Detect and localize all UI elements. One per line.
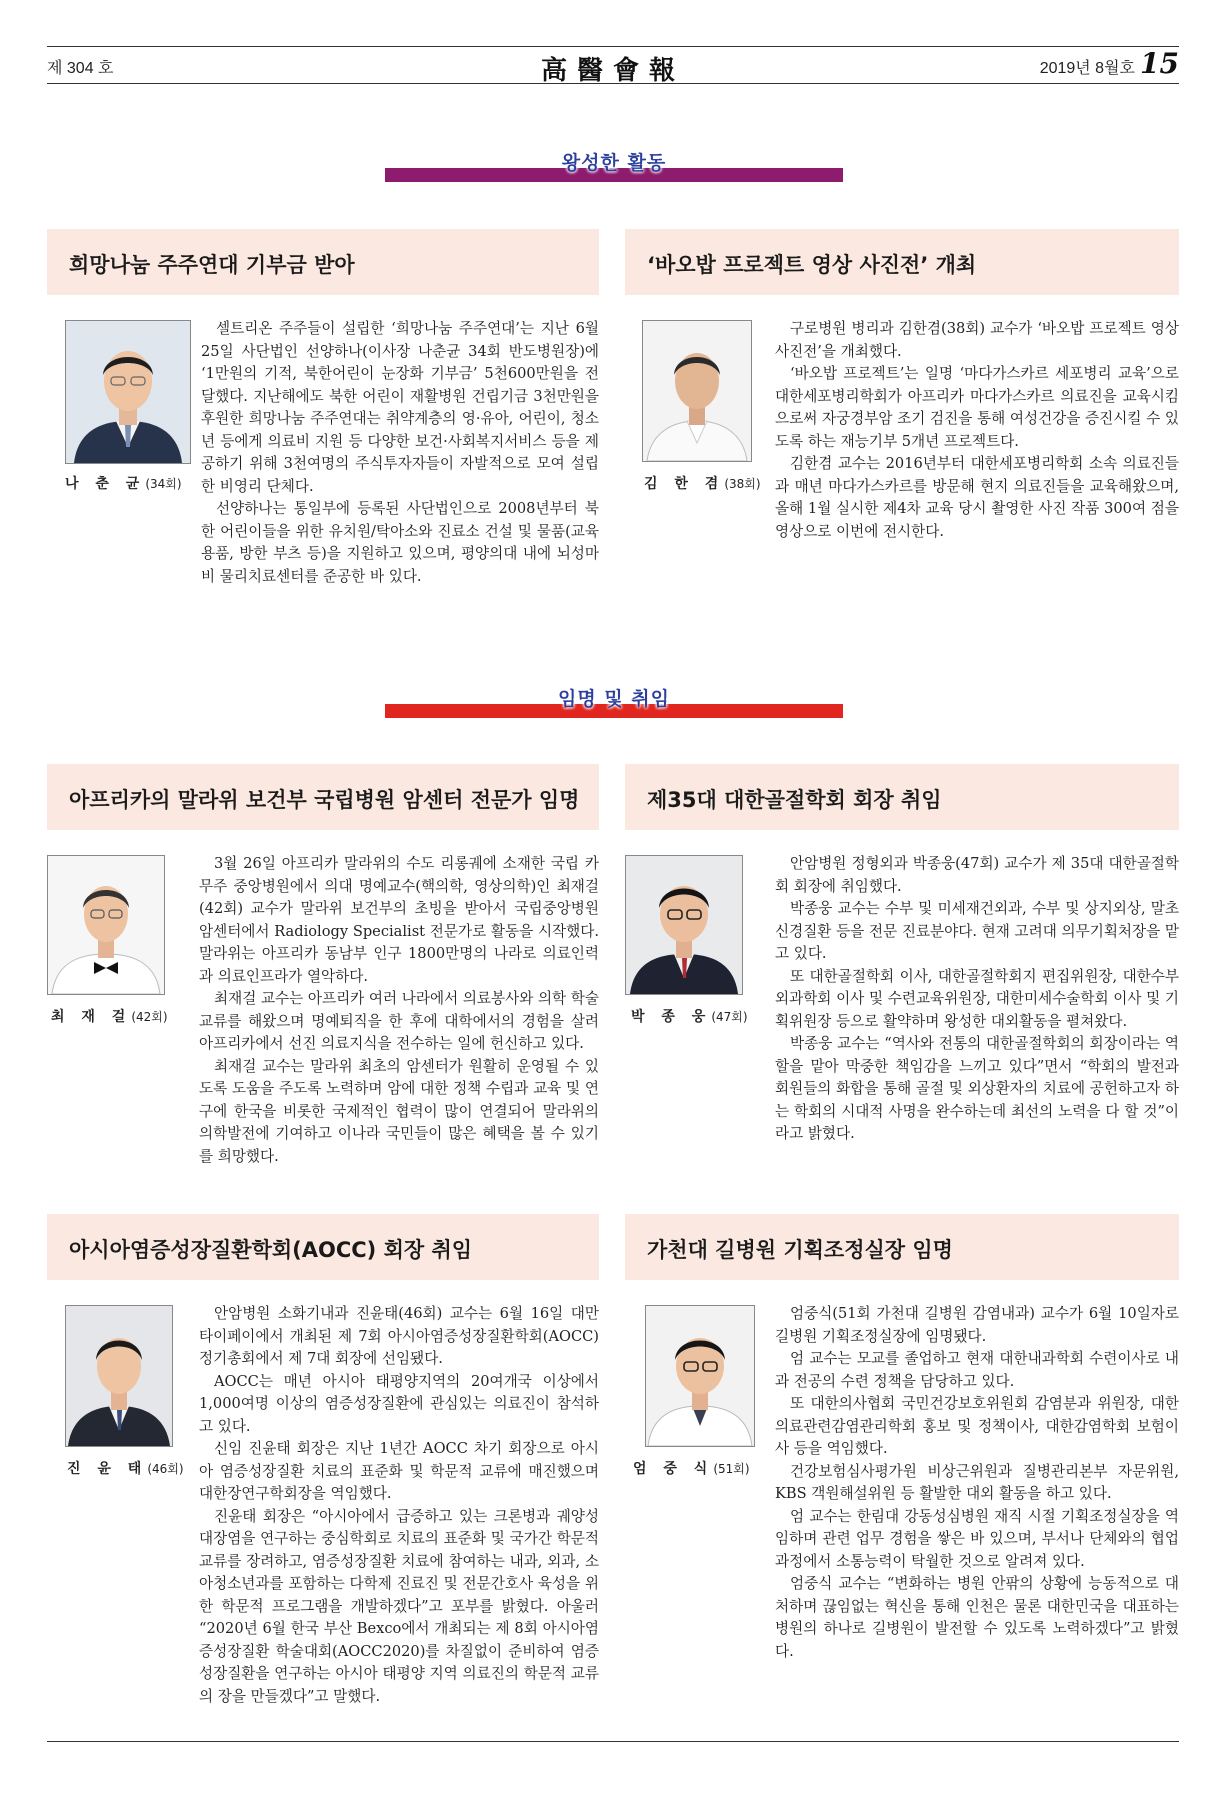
- person-name: 김 한 겸: [644, 476, 725, 492]
- footer-rule: [47, 1741, 1179, 1742]
- section-label: 왕성한 활동: [561, 152, 667, 174]
- paragraph: 또 대한의사협회 국민건강보호위원회 감염분과 위원장, 대한의료관련감염관리학회 홍보 및 정책이사, 대한감염학회 보험이사 등을 역임했다.: [775, 1395, 1179, 1457]
- article-headline-box: [625, 1214, 1179, 1280]
- paragraph: 신임 진윤태 회장은 지난 1년간 AOCC 차기 회장으로 아시아 염증성장질환 치료의 표준화 및 학문적 교류에 매진했으며 대한장연구학회장을 역임했다.: [199, 1440, 599, 1502]
- section-label: 임명 및 취임: [558, 688, 670, 710]
- person-caption: [51, 1006, 193, 1026]
- portrait-person-icon: [66, 321, 190, 463]
- article-headline-box: [625, 764, 1179, 830]
- person-caption: [631, 1006, 773, 1026]
- paragraph: 선양하나는 통일부에 등록된 사단법인으로 2008년부터 북한 어린이들을 위한 유치원/탁아소와 진료소 건설 및 물품(교육용품, 방한 부츠 등)을 지원하고 있으며, 평양의대 내에 뇌성마비 물리치료센터를 준공한 바 있다.: [201, 500, 599, 585]
- portrait-person-icon: [66, 1306, 172, 1446]
- article-aocc-president: [47, 1214, 599, 1736]
- portrait-person-icon: [643, 321, 751, 461]
- section-banner-appointments: [385, 684, 843, 718]
- article-headline: 가천대 길병원 기획조정실장 임명: [647, 1238, 953, 1262]
- article-malawi-appointment: [47, 764, 599, 1194]
- article-donation: [47, 229, 599, 589]
- paragraph: 엄 교수는 모교를 졸업하고 현재 대한내과학회 수련이사로 내과 전공의 수련 정책을 담당하고 있다.: [775, 1350, 1179, 1390]
- paragraph: 안암병원 소화기내과 진윤태(46회) 교수는 6월 16일 대만 타이페이에서 개최된 제 7회 아시아염증성장질환학회(AOCC) 정기총회에서 제 7대 회장에 선임됐다.: [199, 1305, 599, 1367]
- person-class: (47회): [711, 1010, 748, 1024]
- person-name: 나 춘 균: [65, 476, 146, 492]
- portrait-person-icon: [626, 856, 742, 994]
- newspaper-title: 高醫會報: [540, 56, 685, 86]
- paragraph: 최재걸 교수는 아프리카 여러 나라에서 의료봉사와 의학 학술교류를 해왔으며 명예퇴직을 한 후에 대학에서의 경험을 살려 아프리카에서 선진 의료지식을 전수하는 일에 헌신하고 있다.: [199, 990, 599, 1052]
- paragraph: 최재걸 교수는 말라위 최초의 암센터가 원활히 운영될 수 있도록 도움을 주도록 노력하며 암에 대한 정책 수립과 교육 및 연구에 한국을 비롯한 국제적인 협력이 많이 연결되어 말라위의 의학발전에 기여하고 이나라 국민들이 많은 혜택을 볼 수 있기를 희망했다.: [199, 1057, 599, 1165]
- article-body: [775, 853, 1179, 1146]
- paragraph: ‘바오밥 프로젝트’는 일명 ‘마다가스카르 세포병리 교육’으로 대한세포병리학회가 아프리카 마다가스카르 의료진을 교육시킴으로써 자궁경부암 조기 검진을 통해 여성건강을 증진시킬 수 있도록 하는 재능기부 5개년 프로젝트다.: [775, 365, 1179, 450]
- paragraph: 엄중식(51회 가천대 길병원 감염내과) 교수가 6월 10일자로 길병원 기획조정실장에 임명됐다.: [775, 1305, 1179, 1345]
- section-banner-activities: [385, 148, 843, 182]
- masthead: [47, 46, 1179, 84]
- portrait-photo: [47, 855, 165, 995]
- portrait-person-icon: [48, 856, 164, 994]
- article-baobab-exhibition: [625, 229, 1179, 589]
- article-body: [199, 1303, 599, 1708]
- paragraph: 또 대한골절학회 이사, 대한골절학회지 편집위원장, 대한수부외과학회 이사 및 수련교육위원장, 대한미세수술학회 이사 및 기획위원장 등으로 활약하며 왕성한 대외활동을 펼쳐왔다.: [775, 967, 1179, 1030]
- article-headline-box: [47, 229, 599, 295]
- paragraph: 박종웅 교수는 “역사와 전통의 대한골절학회의 회장이라는 역할을 맡아 막중한 책임감을 느끼고 있다”면서 “학회의 발전과 회원들의 화합을 통해 골절 및 외상환자의 치료에 공헌하고자 하는 학회의 시대적 사명을 완수하는데 최선의 노력을 다 할 것”이라고 밝혔다.: [775, 1035, 1179, 1142]
- person-class: (46회): [147, 1462, 184, 1476]
- person-class: (51회): [713, 1462, 750, 1476]
- paragraph: 진윤태 회장은 “아시아에서 급증하고 있는 크론병과 궤양성대장염을 연구하는 중심학회로 치료의 표준화 및 국가간 학문적 교류를 장려하고, 염증성장질환 치료에 참여하는 내과, 외과, 소아청소년과를 포함하는 다학제 진료진 및 전문간호사 육성을 위한 학문적 프로그램을 개발하겠다”고 포부를 밝혔다. 아울러 “2020년 6월 한국 부산 Bexco에서 개최되는 제 8회 아시아염증성장질환 학술대회(AOCC2020)를 차질없이 준비하여 염증성장질환을 연구하는 아시아 태평양 지역 의료진의 학문적 교류의 장을 만들겠다”고 말했다.: [199, 1507, 599, 1705]
- person-name: 엄 중 식: [633, 1461, 714, 1477]
- person-name: 진 윤 태: [67, 1461, 148, 1477]
- paragraph: 엄중식 교수는 “변화하는 병원 안팎의 상황에 능동적으로 대처하며 끊임없는 혁신을 통해 인천은 물론 대한민국을 대표하는 병원의 하나로 길병원이 발전할 수 있도록 노력하겠다”고 밝혔다.: [775, 1575, 1179, 1660]
- paragraph: AOCC는 매년 아시아 태평양지역의 20여개국 이상에서 1,000여명 이상의 염증성장질환에 관심있는 의료진이 참석하고 있다.: [199, 1372, 599, 1435]
- person-caption: [633, 1458, 775, 1478]
- portrait-photo: [65, 1305, 173, 1447]
- article-headline-box: [47, 1214, 599, 1280]
- person-class: (38회): [724, 477, 761, 491]
- paragraph: 셀트리온 주주들이 설립한 ‘희망나눔 주주연대’는 지난 6월25일 사단법인 선양하나(이사장 나춘균 34회 반도병원장)에 ‘1만원의 기적, 북한어린이 눈장화 기부금’ 5천600만원을 전달했다. 지난해에도 북한 어린이 재활병원 건립기금 3천만원을 후원한 희망나눔 주주연대는 취약계층의 영·유아, 어린이, 청소년 등에게 의료비 지원 등 다양한 보건·사회복지서비스 등을 제공하기 위해 3천여명의 주식투자자들이 자발적으로 모여 설립한 비영리 단체다.: [201, 320, 599, 495]
- article-headline: 제35대 대한골절학회 회장 취임: [647, 788, 942, 812]
- paragraph: 엄 교수는 한림대 강동성심병원 재직 시절 기획조정실장을 역임하며 관련 업무 경험을 쌓은 바 있으며, 부서나 단체와의 협업 과정에서 소통능력이 탁월한 것으로 알려져 있다.: [775, 1507, 1179, 1570]
- page-number: 15: [1140, 47, 1179, 80]
- article-headline: 아프리카의 말라위 보건부 국립병원 암센터 전문가 임명: [69, 788, 580, 812]
- portrait-photo: [625, 855, 743, 995]
- paragraph: 구로병원 병리과 김한겸(38회) 교수가 ‘바오밥 프로젝트 영상사진전’을 개최했다.: [775, 320, 1179, 360]
- portrait-photo: [65, 320, 191, 464]
- article-headline-box: [47, 764, 599, 830]
- article-headline: 아시아염증성장질환학회(AOCC) 회장 취임: [69, 1238, 473, 1262]
- article-body: [199, 853, 599, 1168]
- paragraph: 안암병원 정형외과 박종웅(47회) 교수가 제 35대 대한골절학회 회장에 취임했다.: [775, 855, 1179, 895]
- person-class: (42회): [131, 1010, 168, 1024]
- article-headline: ‘바오밥 프로젝트 영상 사진전’ 개최: [647, 253, 977, 277]
- person-caption: [65, 473, 207, 493]
- article-headline: 희망나눔 주주연대 기부금 받아: [69, 253, 355, 277]
- portrait-photo: [645, 1305, 755, 1447]
- article-body: [201, 318, 599, 588]
- portrait-person-icon: [646, 1306, 754, 1446]
- article-gil-hospital-appointment: [625, 1214, 1179, 1736]
- person-name: 최 재 걸: [51, 1009, 132, 1025]
- paragraph: 김한겸 교수는 2016년부터 대한세포병리학회 소속 의료진들과 매년 마다가스카르를 방문해 현지 의료진들을 교육해왔으며, 올해 1월 실시한 제4차 교육 당시 촬영한 사진 작품 300여 점을 영상으로 이번에 전시한다.: [775, 455, 1179, 540]
- person-caption: [67, 1458, 209, 1478]
- paragraph: 건강보험심사평가원 비상근위원과 질병관리본부 자문위원, KBS 객원해설위원 등 활발한 대외 활동을 하고 있다.: [775, 1462, 1179, 1502]
- portrait-photo: [642, 320, 752, 462]
- article-body: [775, 1303, 1179, 1663]
- article-fracture-society: [625, 764, 1179, 1194]
- person-name: 박 종 웅: [631, 1009, 712, 1025]
- person-caption: [644, 473, 786, 493]
- paragraph: 박종웅 교수는 수부 및 미세재건외과, 수부 및 상지외상, 말초신경질환 등을 전문 진료분야다. 현재 고려대 의무기획처장을 맡고 있다.: [775, 900, 1179, 962]
- issue-number: 제 304 호: [47, 60, 114, 77]
- person-class: (34회): [145, 477, 182, 491]
- paragraph: 3월 26일 아프리카 말라위의 수도 리롱궤에 소재한 국립 카무주 중앙병원에서 의대 명예교수(핵의학, 영상의학)인 최재걸(42회) 교수가 말라위 보건부의 초빙을 받아서 국립중앙병원 암센터에서 Radiology Specialist 전문가로 활동을 시작했다. 말라위는 아프리카 동남부 인구 1800만명의 나라로 의료인력과 의료인프라가 열악하다.: [199, 855, 599, 985]
- article-headline-box: [625, 229, 1179, 295]
- article-body: [775, 318, 1179, 543]
- issue-date: 2019년 8월호: [1039, 60, 1135, 77]
